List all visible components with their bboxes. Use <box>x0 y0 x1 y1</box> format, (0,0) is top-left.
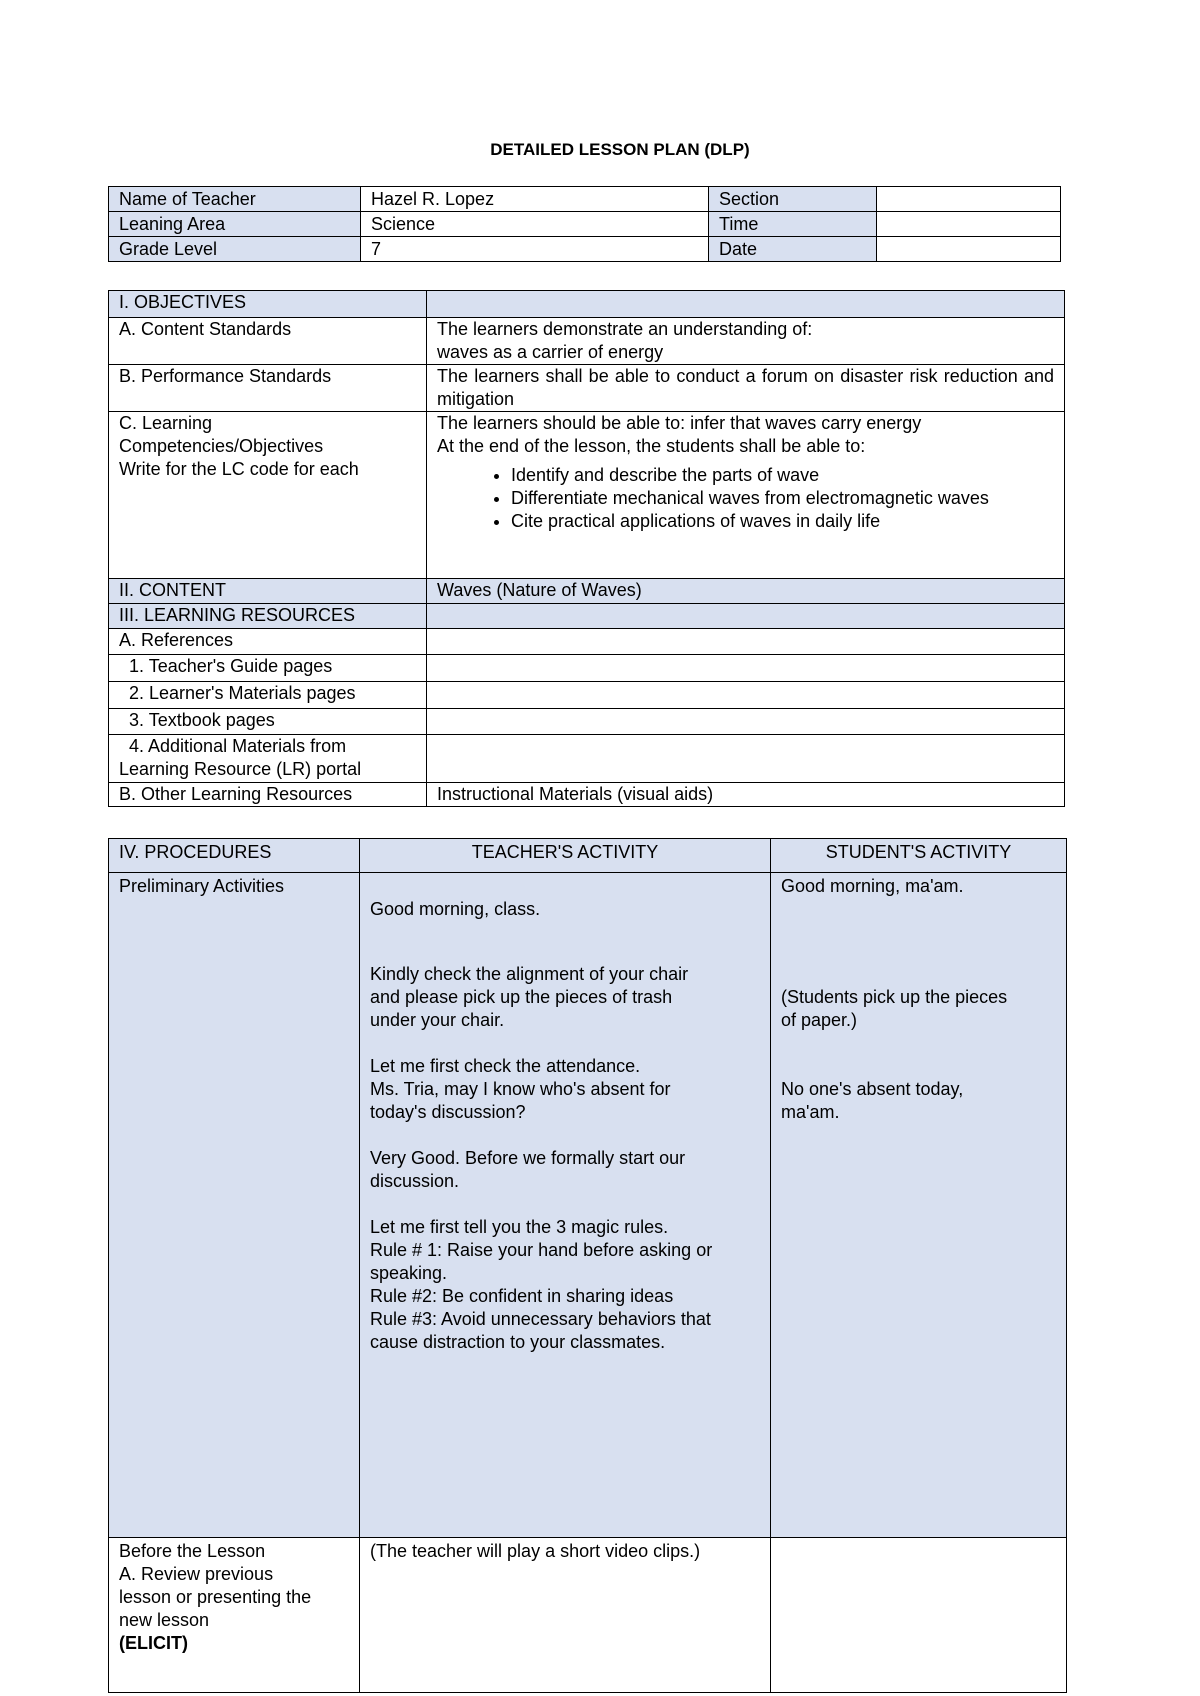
grade-label: Grade Level <box>109 237 361 262</box>
time-value <box>877 212 1061 237</box>
table-row <box>109 1538 1067 1693</box>
teacher-line: and please pick up the pieces of trash <box>370 987 673 1007</box>
before-lesson-student <box>771 1538 1067 1693</box>
table-row <box>109 839 1067 873</box>
student-preliminary-cell <box>771 873 1067 1538</box>
before-lesson-line: A. Review previous <box>119 1564 274 1584</box>
teacher-line: Rule #2: Be confident in sharing ideas <box>370 1286 674 1306</box>
table-row <box>109 682 1065 709</box>
procedures-table <box>108 838 1067 1693</box>
table-row <box>109 187 1061 212</box>
grade-value: 7 <box>361 237 709 262</box>
table-row <box>109 365 1065 412</box>
table-row <box>109 604 1065 629</box>
before-lesson-line: new lesson <box>119 1610 210 1630</box>
teacher-line: speaking. <box>370 1263 448 1283</box>
table-row <box>109 291 1065 318</box>
teacher-line: Let me first check the attendance. <box>370 1056 641 1076</box>
content-standards-value <box>427 318 1065 365</box>
section-label: Section <box>709 187 877 212</box>
table-row <box>109 873 1067 1538</box>
teacher-activity-heading: TEACHER'S ACTIVITY <box>360 839 771 873</box>
teacher-info-table <box>108 186 1061 262</box>
table-row <box>109 412 1065 579</box>
textbook-label: 3. Textbook pages <box>109 709 427 735</box>
teacher-line: Good morning, class. <box>370 899 541 919</box>
competencies-line: At the end of the lesson, the students shall be able to: <box>437 436 866 456</box>
list-item: • Differentiate mechanical waves from electromagnetic waves <box>511 487 1054 510</box>
learners-materials-label: 2. Learner's Materials pages <box>109 682 427 709</box>
additional-materials-line: 4. Additional Materials from <box>129 736 347 756</box>
elicit-label: (ELICIT) <box>119 1633 188 1653</box>
content-standards-line: The learners demonstrate an understanding of: <box>437 319 813 339</box>
procedures-heading: IV. PROCEDURES <box>109 839 360 873</box>
section-value <box>877 187 1061 212</box>
before-lesson-teacher: (The teacher will play a short video clips.) <box>360 1538 771 1693</box>
content-heading: II. CONTENT <box>109 579 427 604</box>
content-standards-line: waves as a carrier of energy <box>437 342 664 362</box>
teachers-guide-value <box>427 655 1065 682</box>
learners-materials-value <box>427 682 1065 709</box>
teacher-line: Let me first tell you the 3 magic rules. <box>370 1217 669 1237</box>
other-resources-value: Instructional Materials (visual aids) <box>427 783 1065 807</box>
table-row <box>109 318 1065 365</box>
before-lesson-line: Before the Lesson <box>119 1541 266 1561</box>
teacher-line: Rule #3: Avoid unnecessary behaviors that <box>370 1309 711 1329</box>
other-resources-label: B. Other Learning Resources <box>109 783 427 807</box>
teacher-line: today's discussion? <box>370 1102 526 1122</box>
table-row <box>109 237 1061 262</box>
teachers-guide-label: 1. Teacher's Guide pages <box>109 655 427 682</box>
teacher-preliminary-cell <box>360 873 771 1538</box>
before-lesson-label <box>109 1538 360 1693</box>
content-value: Waves (Nature of Waves) <box>427 579 1065 604</box>
teacher-label: Name of Teacher <box>109 187 361 212</box>
competencies-label-line: C. Learning <box>119 413 213 433</box>
teacher-line: Ms. Tria, may I know who's absent for <box>370 1079 671 1099</box>
table-row <box>109 579 1065 604</box>
student-line: Good morning, ma'am. <box>781 876 964 896</box>
document-title: DETAILED LESSON PLAN (DLP) <box>490 140 750 159</box>
additional-materials-label <box>109 735 427 783</box>
date-label: Date <box>709 237 877 262</box>
references-value <box>427 629 1065 655</box>
references-label: A. References <box>109 629 427 655</box>
objectives-table <box>108 290 1065 807</box>
resources-heading-blank <box>427 604 1065 629</box>
table-row <box>109 212 1061 237</box>
teacher-line: Very Good. Before we formally start our <box>370 1148 686 1168</box>
competencies-line: The learners should be able to: infer that waves carry energy <box>437 413 922 433</box>
additional-materials-line: Learning Resource (LR) portal <box>119 759 362 779</box>
table-row <box>109 735 1065 783</box>
student-line: of paper.) <box>781 1010 858 1030</box>
content-standards-label: A. Content Standards <box>109 318 427 365</box>
table-row <box>109 629 1065 655</box>
area-label: Leaning Area <box>109 212 361 237</box>
student-line: No one's absent today, <box>781 1079 964 1099</box>
student-line: ma'am. <box>781 1102 840 1122</box>
objectives-heading-blank <box>427 291 1065 318</box>
time-label: Time <box>709 212 877 237</box>
preliminary-activities-label: Preliminary Activities <box>109 873 360 1538</box>
objectives-bullet-list <box>437 464 1054 533</box>
table-row <box>109 655 1065 682</box>
table-row <box>109 783 1065 807</box>
area-value: Science <box>361 212 709 237</box>
teacher-line: cause distraction to your classmates. <box>370 1332 666 1352</box>
competencies-value <box>427 412 1065 579</box>
resources-heading: III. LEARNING RESOURCES <box>109 604 427 629</box>
teacher-line: under your chair. <box>370 1010 505 1030</box>
teacher-line: Rule # 1: Raise your hand before asking or <box>370 1240 713 1260</box>
performance-standards-label: B. Performance Standards <box>109 365 427 412</box>
textbook-value <box>427 709 1065 735</box>
list-item: • Cite practical applications of waves in daily life <box>511 510 1054 533</box>
competencies-label-line: Competencies/Objectives <box>119 436 324 456</box>
teacher-line: discussion. <box>370 1171 460 1191</box>
teacher-line: Kindly check the alignment of your chair <box>370 964 689 984</box>
before-lesson-line: lesson or presenting the <box>119 1587 312 1607</box>
student-activity-heading: STUDENT'S ACTIVITY <box>771 839 1067 873</box>
performance-standards-value: The learners shall be able to conduct a forum on disaster risk reduction and mitigation <box>427 365 1065 412</box>
competencies-label <box>109 412 427 579</box>
table-row <box>109 709 1065 735</box>
objectives-heading: I. OBJECTIVES <box>109 291 427 318</box>
competencies-label-line: Write for the LC code for each <box>119 459 359 479</box>
date-value <box>877 237 1061 262</box>
additional-materials-value <box>427 735 1065 783</box>
list-item: • Identify and describe the parts of wave <box>511 464 1054 487</box>
teacher-value: Hazel R. Lopez <box>361 187 709 212</box>
student-line: (Students pick up the pieces <box>781 987 1008 1007</box>
